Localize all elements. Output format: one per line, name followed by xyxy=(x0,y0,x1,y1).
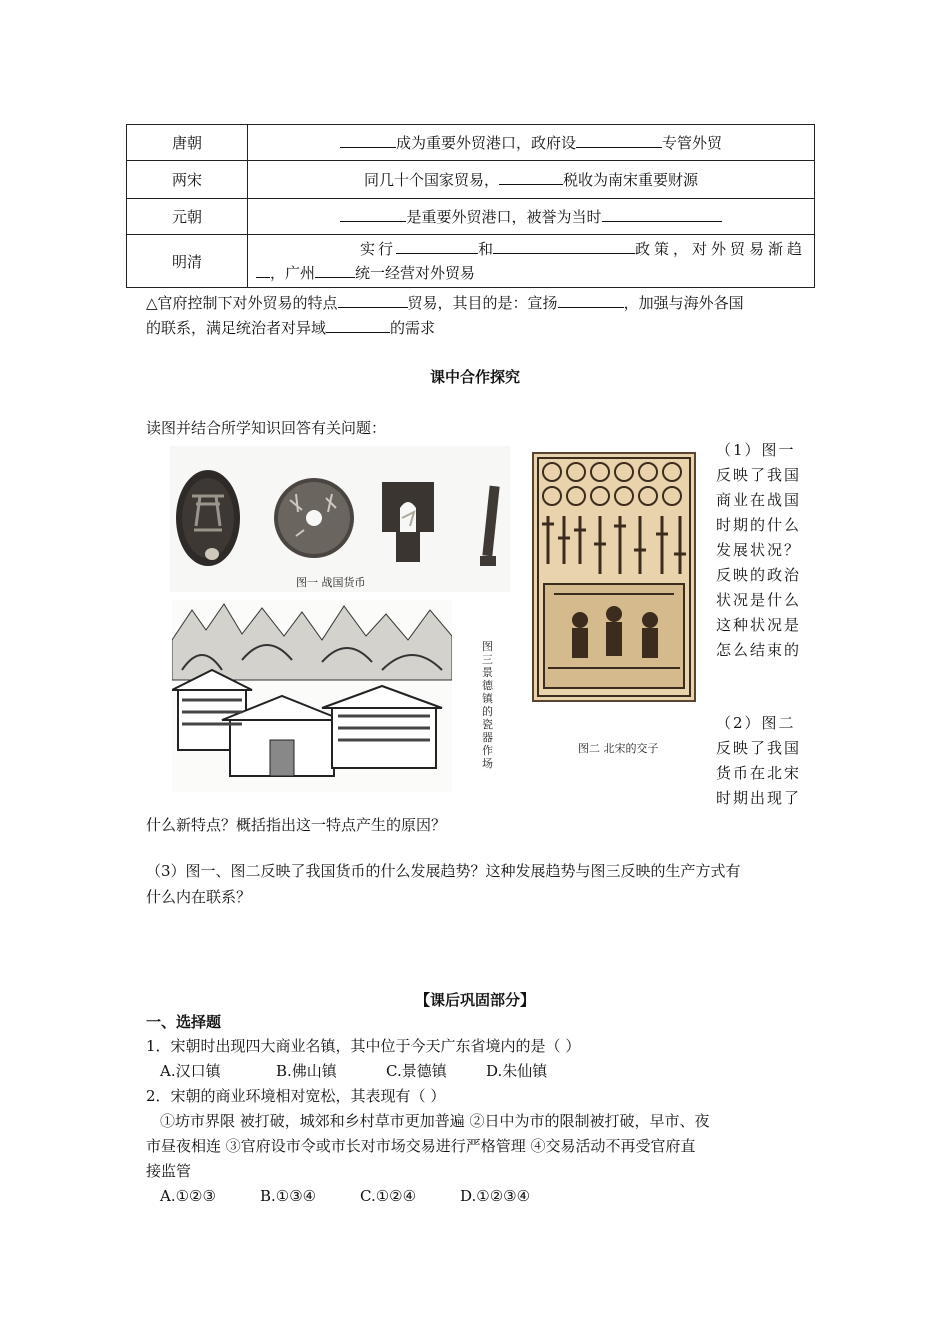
q2-line: 时期出现了 xyxy=(716,789,802,807)
fill-blank[interactable] xyxy=(315,262,355,278)
figure-2-jiaozi xyxy=(532,452,696,702)
dynasty-cell: 明清 xyxy=(127,235,248,288)
note-text: 贸易，其目的是：宣扬 xyxy=(407,294,558,312)
description-cell xyxy=(248,125,815,161)
q1-line: 怎么结束的 xyxy=(716,641,802,659)
q1-line: 发展状况？ xyxy=(716,541,802,559)
part-heading-choice: 一、选择题 xyxy=(146,1013,222,1031)
q3-line-1: （3）图一、图二反映了我国货币的什么发展趋势？这种发展趋势与图三反映的生产方式有 xyxy=(146,862,741,880)
dynasty-cell: 元朝 xyxy=(127,199,248,235)
q1-line: 这种状况是 xyxy=(716,616,802,634)
fill-blank[interactable] xyxy=(340,132,396,148)
desc-text: 专管外贸 xyxy=(662,134,723,152)
mcq-2-stem: 2．宋朝的商业环境相对宽松，其表现有（ ） xyxy=(146,1087,446,1105)
option[interactable]: B.①③④ xyxy=(260,1187,317,1205)
mcq-2-line-2: 市昼夜相连 ③官府设市令或市长对市场交易进行严格管理 ④交易活动不再受官府直 xyxy=(146,1137,696,1155)
section-title-cooperate: 课中合作探究 xyxy=(429,368,520,386)
fill-blank[interactable] xyxy=(340,206,406,222)
q1-line: 反映的政治 xyxy=(716,566,802,584)
dynasty-cell: 两宋 xyxy=(127,161,248,199)
mcq-2-options xyxy=(160,1186,530,1206)
table-row xyxy=(127,125,815,161)
fill-blank[interactable] xyxy=(493,238,635,254)
intro-text: 读图并结合所学知识回答有关问题： xyxy=(146,419,387,437)
mcq-1-stem: 1．宋朝时出现四大商业名镇，其中位于今天广东省境内的是（ ） xyxy=(146,1037,581,1055)
fill-blank[interactable] xyxy=(558,292,624,308)
table-row xyxy=(127,235,815,288)
q1-line: 状况是什么 xyxy=(716,591,802,609)
description-cell xyxy=(248,199,815,235)
option[interactable]: C.景德镇 xyxy=(386,1062,447,1080)
q2-line: （2）图二 xyxy=(716,714,796,732)
note-text: 的需求 xyxy=(390,319,436,337)
desc-text: 成为重要外贸港口，政府设 xyxy=(395,134,576,152)
fill-blank[interactable] xyxy=(576,132,662,148)
option[interactable]: D.朱仙镇 xyxy=(486,1062,548,1080)
note-text: △官府控制下对外贸易的特点 xyxy=(146,294,338,312)
table-row xyxy=(127,161,815,199)
figure-1-coins xyxy=(170,446,510,592)
q2-tail: 什么新特点？概括指出这一特点产生的原因？ xyxy=(146,816,447,834)
option[interactable]: C.①②④ xyxy=(360,1187,417,1205)
question-2 xyxy=(716,711,808,811)
q1-line: 反映了我国 xyxy=(716,466,802,484)
dynasty-cell: 唐朝 xyxy=(127,125,248,161)
foreign-trade-table xyxy=(126,124,815,288)
mcq-2-line-1: ①坊市界限 被打破，城郊和乡村草市更加普遍 ②日中为市的限制被打破，早市、夜 xyxy=(160,1112,710,1130)
jiaozi-illustration xyxy=(534,454,694,700)
table-row xyxy=(127,199,815,235)
note-text: ，加强与海外各国 xyxy=(623,294,744,312)
desc-text: 同几十个国家贸易， xyxy=(363,171,499,189)
q2-line: 货币在北宋 xyxy=(716,764,802,782)
figure-2-caption: 图二 北宋的交子 xyxy=(578,742,659,755)
desc-text: ，广州 xyxy=(270,264,316,282)
desc-text: 是重要外贸港口，被誉为当时 xyxy=(406,208,602,226)
figure-3-caption: 图三 景德镇的瓷器作场 xyxy=(482,640,493,770)
feature-note-line-2 xyxy=(146,317,435,338)
mcq-2-line-3: 接监管 xyxy=(146,1162,192,1180)
note-text: 的联系，满足统治者对异域 xyxy=(146,319,327,337)
fill-blank[interactable] xyxy=(396,238,478,254)
workshop-illustration xyxy=(172,600,452,792)
q3-line-2: 什么内在联系？ xyxy=(146,888,252,906)
desc-text: 实行 xyxy=(359,240,396,258)
option[interactable]: A.①②③ xyxy=(160,1187,216,1205)
feature-note-line-1 xyxy=(146,292,744,313)
option[interactable]: B.佛山镇 xyxy=(276,1062,337,1080)
figure-3-workshop xyxy=(172,600,452,792)
fill-blank[interactable] xyxy=(499,169,563,185)
desc-text: 和 xyxy=(477,240,493,258)
section-title-review: 【课后巩固部分】 xyxy=(414,991,535,1009)
mcq-1-options xyxy=(160,1061,547,1081)
fill-blank[interactable] xyxy=(256,262,270,278)
coins-illustration xyxy=(170,446,510,592)
figure-1-caption: 图一 战国货币 xyxy=(296,576,366,589)
fill-blank[interactable] xyxy=(326,317,390,333)
desc-text: 政策，对外贸易渐趋 xyxy=(634,240,806,258)
description-cell xyxy=(248,235,815,288)
desc-text: 统一经营对外贸易 xyxy=(355,264,476,282)
fill-blank[interactable] xyxy=(602,206,722,222)
desc-text: 税收为南宋重要财源 xyxy=(563,171,699,189)
option[interactable]: A.汉口镇 xyxy=(160,1062,221,1080)
question-1 xyxy=(716,438,808,663)
q2-line: 反映了我国 xyxy=(716,739,802,757)
option[interactable]: D.①②③④ xyxy=(460,1187,531,1205)
fill-blank[interactable] xyxy=(338,292,408,308)
q1-line: 时期的什么 xyxy=(716,516,802,534)
q1-line: （1）图一 xyxy=(716,441,796,459)
description-cell xyxy=(248,161,815,199)
q1-line: 商业在战国 xyxy=(716,491,802,509)
